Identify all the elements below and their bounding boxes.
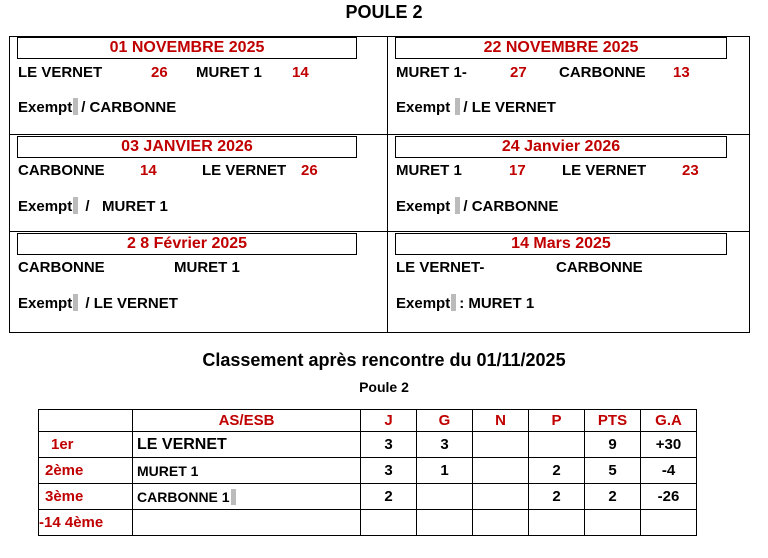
points-cell: 5 <box>585 458 641 484</box>
away-team: LE VERNET <box>202 162 287 179</box>
match-date: 01 NOVEMBRE 2025 <box>17 37 357 59</box>
team-cell: LE VERNET <box>133 432 361 458</box>
table-row <box>39 484 697 510</box>
exempt-line <box>18 294 178 312</box>
match-date: 2 8 Février 2025 <box>17 233 357 255</box>
draw-cell <box>473 484 529 510</box>
home-score: 26 <box>151 64 168 81</box>
cursor-mark <box>231 489 236 505</box>
draw-cell <box>473 432 529 458</box>
away-score: 23 <box>682 162 699 179</box>
exempt-separator: / <box>81 99 86 116</box>
exempt-team: MURET 1 <box>102 198 168 215</box>
exempt-line <box>18 98 176 116</box>
team-cell: MURET 1 <box>133 458 361 484</box>
away-team: MURET 1 <box>196 64 262 81</box>
points-cell: 9 <box>585 432 641 458</box>
match-date: 03 JANVIER 2026 <box>17 136 357 158</box>
cursor-mark <box>73 98 78 115</box>
home-team: MURET 1- <box>396 64 467 81</box>
away-score: 13 <box>673 64 690 81</box>
rank-cell: 3ème <box>39 484 133 510</box>
exempt-line <box>396 294 534 312</box>
exempt-label: Exempt <box>18 198 73 215</box>
team-cell <box>133 510 361 536</box>
exempt-separator: : <box>459 295 465 312</box>
team-cell <box>133 484 361 510</box>
cursor-mark <box>73 294 78 311</box>
home-team: LE VERNET- <box>396 259 485 276</box>
exempt-separator: / <box>85 295 90 312</box>
exempt-label: Exempt <box>396 198 451 215</box>
home-team: LE VERNET <box>18 64 103 81</box>
home-team: CARBONNE <box>18 259 105 276</box>
away-score: 26 <box>301 162 318 179</box>
played-cell <box>361 510 417 536</box>
home-score: 17 <box>509 162 526 179</box>
points-cell: 2 <box>585 484 641 510</box>
grid-divider <box>9 231 750 232</box>
header-cell: J <box>361 410 417 432</box>
draw-cell <box>473 458 529 484</box>
won-cell: 3 <box>417 432 473 458</box>
header-cell: G <box>417 410 473 432</box>
exempt-team: CARBONNE <box>89 99 177 116</box>
header-cell <box>39 410 133 432</box>
exempt-team: LE VERNET <box>471 99 556 116</box>
exempt-separator: / <box>463 99 468 116</box>
match-date: 24 Janvier 2026 <box>395 136 727 158</box>
draw-cell <box>473 510 529 536</box>
exempt-separator: / <box>463 198 468 215</box>
exempt-label: Exempt <box>18 99 73 116</box>
away-score: 14 <box>292 64 309 81</box>
lost-cell: 2 <box>529 458 585 484</box>
exempt-line <box>396 197 558 215</box>
cursor-mark <box>455 98 460 115</box>
cursor-mark <box>451 294 456 311</box>
grid-divider <box>9 134 750 135</box>
cursor-mark <box>455 197 460 214</box>
exempt-label: Exempt <box>396 99 451 116</box>
won-cell <box>417 510 473 536</box>
exempt-line <box>18 197 168 215</box>
exempt-label: Exempt <box>396 295 451 312</box>
away-team: MURET 1 <box>174 259 240 276</box>
played-cell: 3 <box>361 432 417 458</box>
header-cell: AS/ESB <box>133 410 361 432</box>
rank-cell: 1er <box>39 432 133 458</box>
home-team: MURET 1 <box>396 162 462 179</box>
lost-cell: 2 <box>529 484 585 510</box>
goal-average-cell: +30 <box>641 432 697 458</box>
header-cell: P <box>529 410 585 432</box>
team-name: CARBONNE 1 <box>137 488 230 505</box>
table-header-row <box>39 410 697 432</box>
played-cell: 3 <box>361 458 417 484</box>
table-row <box>39 432 697 458</box>
played-cell: 2 <box>361 484 417 510</box>
ranking-title: Classement après rencontre du 01/11/2025 <box>202 350 566 370</box>
header-cell: N <box>473 410 529 432</box>
home-score: 14 <box>140 162 157 179</box>
rank-cell: -14 4ème <box>39 510 133 536</box>
away-team: LE VERNET <box>562 162 647 179</box>
rank-cell: 2ème <box>39 458 133 484</box>
goal-average-cell: -4 <box>641 458 697 484</box>
match-date: 14 Mars 2025 <box>395 233 727 255</box>
exempt-label: Exempt <box>18 295 73 312</box>
table-row <box>39 458 697 484</box>
header-cell: G.A <box>641 410 697 432</box>
exempt-line <box>396 98 556 116</box>
cursor-mark <box>73 197 78 214</box>
home-score: 27 <box>510 64 527 81</box>
match-date: 22 NOVEMBRE 2025 <box>395 37 727 59</box>
grid-divider <box>387 36 388 333</box>
lost-cell <box>529 510 585 536</box>
lost-cell <box>529 432 585 458</box>
header-cell: PTS <box>585 410 641 432</box>
goal-average-cell <box>641 510 697 536</box>
exempt-team: MURET 1 <box>468 295 535 312</box>
exempt-separator: / <box>85 198 90 215</box>
ranking-table <box>38 409 697 536</box>
away-team: CARBONNE <box>556 259 643 276</box>
home-team: CARBONNE <box>18 162 105 179</box>
away-team: CARBONNE <box>559 64 646 81</box>
ranking-subtitle: Poule 2 <box>359 379 409 395</box>
table-row <box>39 510 697 536</box>
won-cell: 1 <box>417 458 473 484</box>
goal-average-cell: -26 <box>641 484 697 510</box>
page-title: POULE 2 <box>345 2 423 22</box>
exempt-team: LE VERNET <box>93 295 178 312</box>
exempt-team: CARBONNE <box>471 198 559 215</box>
points-cell <box>585 510 641 536</box>
won-cell <box>417 484 473 510</box>
